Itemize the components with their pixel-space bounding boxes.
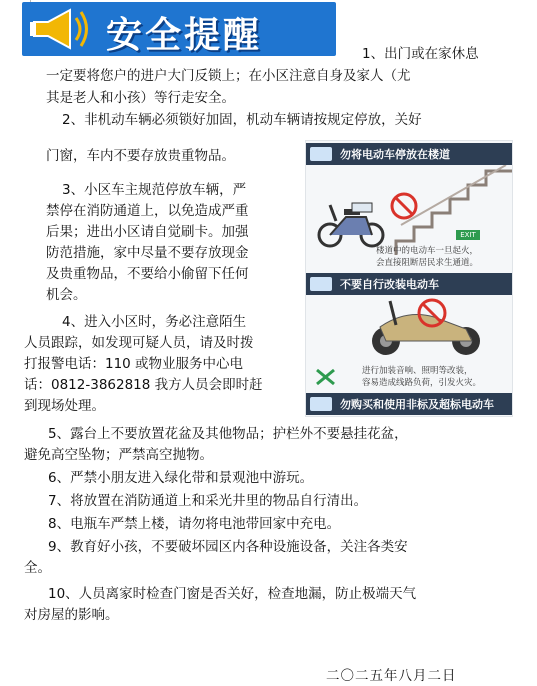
notice-date: 二〇二五年八月二日 [326, 668, 457, 684]
para-2-line-2: 门窗，车内不要存放贵重物品。 [46, 148, 235, 164]
para-3-line-3: 后果；进出小区请自觉刷卡。加强 [46, 224, 249, 240]
para-6: 6、严禁小朋友进入绿化带和景观池中游玩。 [48, 470, 314, 486]
poster-bar-2 [306, 273, 512, 295]
para-10-line-2: 对房屋的影响。 [24, 607, 119, 623]
poster-note-1-line-2: 会直接阻断居民求生通道。 [376, 258, 479, 268]
para-7: 7、将放置在消防通道上和采光井里的物品自行清出。 [48, 493, 368, 509]
poster-bar-3-text: 勿购买和使用非标及超标电动车 [340, 398, 494, 411]
modified-ebike-image [316, 295, 502, 359]
para-1-line-2: 一定要将您户的进户大门反锁上；在小区注意自身及家人（尤 [46, 68, 411, 84]
banner-title: 安全提醒 [106, 15, 263, 56]
para-9-line-2: 全。 [24, 560, 51, 576]
para-4-line-2: 人员跟踪，如发现可疑人员，请及时拨 [24, 335, 254, 351]
poster-tag-icon [310, 397, 332, 411]
poster-note-1-line-1: 楼道中的电动车一旦起火， [376, 246, 479, 256]
para-3-line-2: 禁停在消防通道上，以免造成严重 [46, 203, 249, 219]
para-9-line-1: 9、教育好小孩，不要破坏园区内各种设施设备，关注各类安 [48, 539, 408, 555]
para-3-line-4: 防范措施，家中尽量不要存放现金 [46, 245, 249, 261]
poster-tag-icon [310, 277, 332, 291]
para-3-line-6: 机会。 [46, 287, 87, 303]
para-4-line-3: 打报警电话：110 或物业服务中心电 [24, 356, 244, 372]
ebike-safety-poster [305, 140, 513, 417]
para-5-line-2: 避免高空坠物；严禁高空抛物。 [24, 447, 213, 463]
poster-bar-2-text: 不要自行改装电动车 [340, 278, 439, 291]
para-1-line-1: 1、出门或在家休息 [362, 46, 479, 62]
poster-bar-3 [306, 393, 512, 415]
poster-bar-1 [306, 143, 512, 165]
poster-note-2-line-2: 容易造成线路负荷，引发火灾。 [362, 378, 482, 388]
para-3-line-1: 3、小区车主规范停放车辆，严 [62, 182, 247, 198]
poster-tag-icon [310, 147, 332, 161]
title-banner [22, 2, 336, 56]
para-1-line-3: 其是老人和小孩）等行走安全。 [46, 90, 235, 106]
para-10-line-1: 10、人员离家时检查门窗是否关好，检查地漏，防止极端天气 [48, 586, 417, 602]
para-3-line-5: 及贵重物品，不要给小偷留下任何 [46, 266, 249, 282]
para-8: 8、电瓶车严禁上楼，请勿将电池带回家中充电。 [48, 516, 341, 532]
para-4-line-1: 4、进入小区时，务必注意陌生 [62, 314, 247, 330]
para-4-line-4: 话：0812-3862818 我方人员会即时赶 [24, 377, 263, 393]
exit-sign: EXIT [456, 230, 480, 240]
megaphone-icon [26, 6, 90, 52]
para-2-line-1: 2、非机动车辆必须锁好加固，机动车辆请按规定停放，关好 [62, 112, 422, 128]
no-parking-icon [389, 191, 419, 221]
para-4-line-5: 到现场处理。 [24, 398, 105, 414]
para-5-line-1: 5、露台上不要放置花盆及其他物品；护栏外不要悬挂花盆， [48, 426, 408, 442]
poster-bar-1-text: 勿将电动车停放在楼道 [340, 148, 450, 161]
poster-note-2-line-1: 进行加装音响、照明等改装， [362, 366, 473, 376]
wrench-icon [314, 367, 340, 387]
